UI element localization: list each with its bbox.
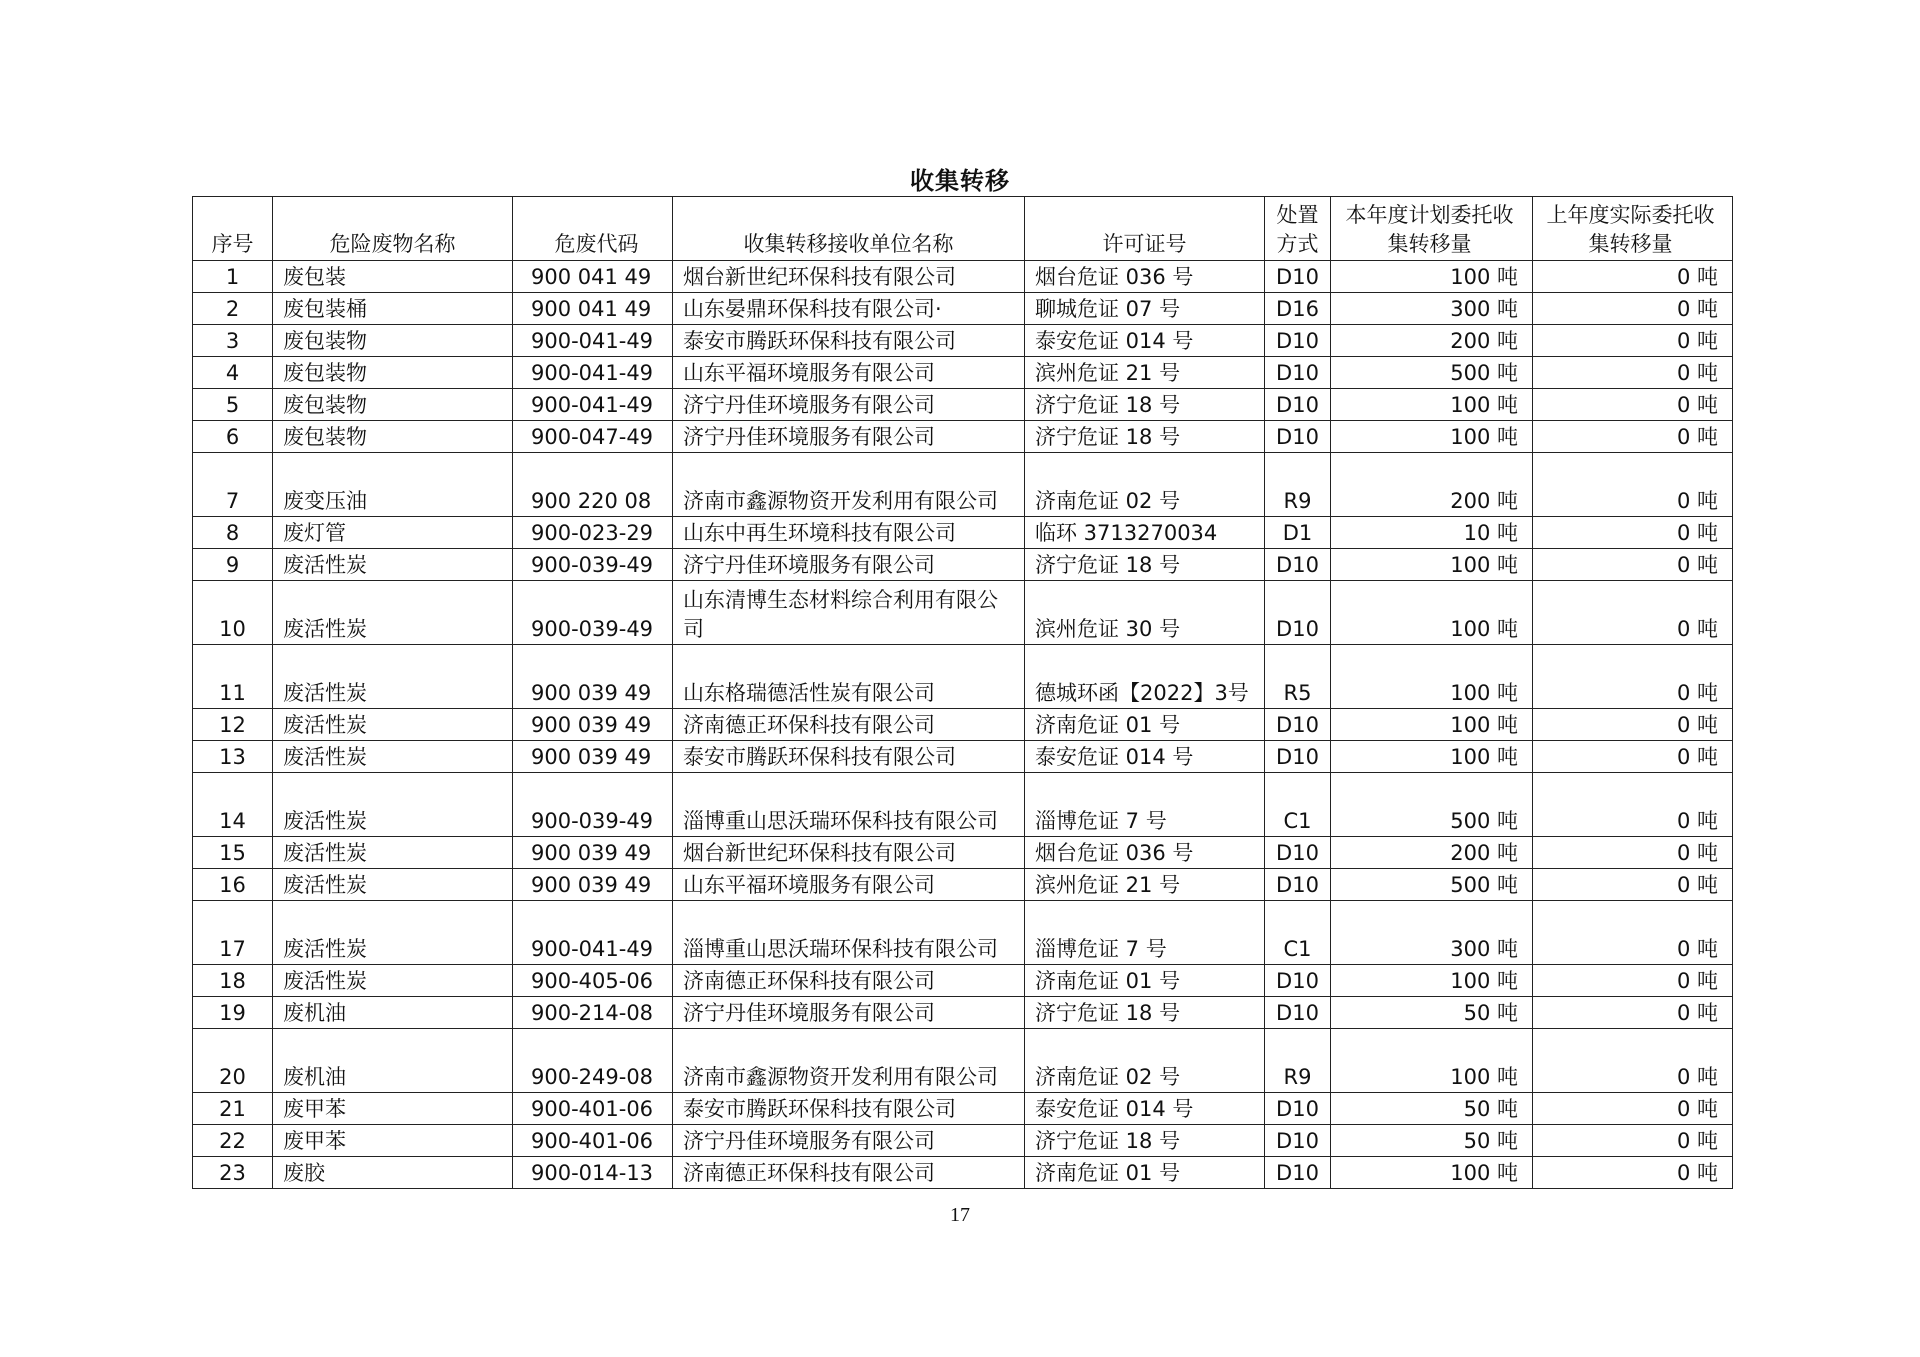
cell-waste-name: 废活性炭 [273,773,513,837]
table-row [193,773,1733,837]
cell-waste-code: 900-041-49 [513,325,673,357]
header-waste-code: 危废代码 [513,197,673,261]
cell-receiving-unit: 烟台新世纪环保科技有限公司 [673,837,1025,869]
cell-no: 5 [193,389,273,421]
cell-plan-amount: 500 吨 [1331,869,1533,901]
cell-no: 18 [193,965,273,997]
cell-waste-name: 废包装物 [273,421,513,453]
cell-no: 14 [193,773,273,837]
cell-method: R5 [1265,645,1331,709]
cell-method: D10 [1265,357,1331,389]
cell-receiving-unit: 济宁丹佳环境服务有限公司 [673,997,1025,1029]
cell-plan-amount: 100 吨 [1331,1029,1533,1093]
cell-receiving-unit: 淄博重山思沃瑞环保科技有限公司 [673,901,1025,965]
cell-waste-name: 废包装桶 [273,293,513,325]
cell-waste-code: 900 039 49 [513,709,673,741]
cell-receiving-unit: 济宁丹佳环境服务有限公司 [673,1125,1025,1157]
cell-waste-name: 废甲苯 [273,1125,513,1157]
cell-waste-name: 废活性炭 [273,581,513,645]
cell-license: 济南危证 01 号 [1025,1157,1265,1189]
cell-receiving-unit: 济南德正环保科技有限公司 [673,1157,1025,1189]
header-license: 许可证号 [1025,197,1265,261]
cell-method: D10 [1265,837,1331,869]
cell-plan-amount: 50 吨 [1331,1125,1533,1157]
cell-last-year-amount: 0 吨 [1533,1125,1733,1157]
cell-receiving-unit: 烟台新世纪环保科技有限公司 [673,261,1025,293]
cell-plan-amount: 100 吨 [1331,1157,1533,1189]
cell-waste-code: 900-401-06 [513,1125,673,1157]
cell-last-year-amount: 0 吨 [1533,901,1733,965]
cell-no: 17 [193,901,273,965]
cell-receiving-unit: 济南市鑫源物资开发利用有限公司 [673,1029,1025,1093]
cell-plan-amount: 500 吨 [1331,773,1533,837]
cell-last-year-amount: 0 吨 [1533,389,1733,421]
cell-plan-amount: 50 吨 [1331,997,1533,1029]
cell-waste-name: 废活性炭 [273,965,513,997]
cell-method: D10 [1265,1125,1331,1157]
cell-last-year-amount: 0 吨 [1533,645,1733,709]
header-no: 序号 [193,197,273,261]
cell-no: 6 [193,421,273,453]
cell-receiving-unit: 济南德正环保科技有限公司 [673,709,1025,741]
cell-last-year-amount: 0 吨 [1533,261,1733,293]
cell-waste-name: 废活性炭 [273,869,513,901]
cell-plan-amount: 10 吨 [1331,517,1533,549]
cell-receiving-unit: 山东平福环境服务有限公司 [673,357,1025,389]
cell-no: 23 [193,1157,273,1189]
cell-waste-code: 900-041-49 [513,389,673,421]
cell-waste-code: 900-039-49 [513,549,673,581]
cell-license: 淄博危证 7 号 [1025,773,1265,837]
cell-license: 滨州危证 21 号 [1025,357,1265,389]
cell-waste-name: 废包装物 [273,389,513,421]
cell-method: C1 [1265,773,1331,837]
cell-receiving-unit: 济南市鑫源物资开发利用有限公司 [673,453,1025,517]
cell-receiving-unit: 泰安市腾跃环保科技有限公司 [673,741,1025,773]
cell-method: D10 [1265,997,1331,1029]
cell-waste-code: 900-014-13 [513,1157,673,1189]
cell-method: D10 [1265,549,1331,581]
cell-no: 11 [193,645,273,709]
cell-receiving-unit: 济宁丹佳环境服务有限公司 [673,549,1025,581]
cell-no: 21 [193,1093,273,1125]
table-row [193,1125,1733,1157]
cell-waste-code: 900-214-08 [513,997,673,1029]
table-row [193,869,1733,901]
cell-no: 7 [193,453,273,517]
cell-no: 4 [193,357,273,389]
cell-last-year-amount: 0 吨 [1533,837,1733,869]
cell-method: D10 [1265,421,1331,453]
cell-license: 聊城危证 07 号 [1025,293,1265,325]
cell-receiving-unit: 山东格瑞德活性炭有限公司 [673,645,1025,709]
cell-license: 滨州危证 30 号 [1025,581,1265,645]
cell-no: 20 [193,1029,273,1093]
cell-waste-code: 900-405-06 [513,965,673,997]
table-body [193,261,1733,1189]
table-row [193,1029,1733,1093]
cell-waste-name: 废包装 [273,261,513,293]
cell-license: 济南危证 01 号 [1025,965,1265,997]
table-row [193,517,1733,549]
cell-last-year-amount: 0 吨 [1533,293,1733,325]
cell-license: 临环 3713270034 [1025,517,1265,549]
table-row [193,549,1733,581]
cell-license: 烟台危证 036 号 [1025,837,1265,869]
cell-waste-name: 废活性炭 [273,741,513,773]
cell-waste-name: 废活性炭 [273,901,513,965]
cell-method: D10 [1265,389,1331,421]
cell-waste-name: 废活性炭 [273,709,513,741]
cell-waste-name: 废变压油 [273,453,513,517]
cell-waste-code: 900 039 49 [513,645,673,709]
cell-last-year-amount: 0 吨 [1533,773,1733,837]
cell-receiving-unit: 泰安市腾跃环保科技有限公司 [673,1093,1025,1125]
cell-plan-amount: 100 吨 [1331,741,1533,773]
cell-plan-amount: 100 吨 [1331,421,1533,453]
table-row [193,421,1733,453]
cell-no: 19 [193,997,273,1029]
cell-receiving-unit: 泰安市腾跃环保科技有限公司 [673,325,1025,357]
table-row [193,997,1733,1029]
table-row [193,389,1733,421]
table-row [193,837,1733,869]
cell-license: 泰安危证 014 号 [1025,741,1265,773]
cell-waste-code: 900 039 49 [513,741,673,773]
cell-method: D10 [1265,965,1331,997]
cell-license: 济南危证 01 号 [1025,709,1265,741]
cell-no: 1 [193,261,273,293]
cell-plan-amount: 200 吨 [1331,837,1533,869]
cell-method: R9 [1265,1029,1331,1093]
table-row [193,453,1733,517]
cell-license: 济宁危证 18 号 [1025,997,1265,1029]
cell-last-year-amount: 0 吨 [1533,741,1733,773]
cell-plan-amount: 100 吨 [1331,965,1533,997]
cell-waste-name: 废活性炭 [273,645,513,709]
table-header-row [193,197,1733,261]
cell-no: 12 [193,709,273,741]
cell-license: 济南危证 02 号 [1025,453,1265,517]
cell-method: D16 [1265,293,1331,325]
cell-no: 10 [193,581,273,645]
cell-method: D1 [1265,517,1331,549]
cell-waste-code: 900 041 49 [513,293,673,325]
cell-no: 9 [193,549,273,581]
cell-last-year-amount: 0 吨 [1533,453,1733,517]
transfer-table [192,196,1733,1189]
cell-receiving-unit: 山东中再生环境科技有限公司 [673,517,1025,549]
cell-no: 3 [193,325,273,357]
cell-receiving-unit: 山东清博生态材料综合利用有限公司 [673,581,1025,645]
header-plan-amount: 本年度计划委托收集转移量 [1331,197,1533,261]
cell-last-year-amount: 0 吨 [1533,965,1733,997]
cell-method: D10 [1265,709,1331,741]
table-row [193,261,1733,293]
cell-last-year-amount: 0 吨 [1533,869,1733,901]
cell-receiving-unit: 济宁丹佳环境服务有限公司 [673,421,1025,453]
cell-method: R9 [1265,453,1331,517]
cell-plan-amount: 200 吨 [1331,453,1533,517]
cell-last-year-amount: 0 吨 [1533,997,1733,1029]
table-row [193,645,1733,709]
cell-method: C1 [1265,901,1331,965]
cell-license: 烟台危证 036 号 [1025,261,1265,293]
table-row [193,965,1733,997]
header-waste-name: 危险废物名称 [273,197,513,261]
cell-waste-code: 900-039-49 [513,581,673,645]
cell-license: 泰安危证 014 号 [1025,1093,1265,1125]
cell-no: 2 [193,293,273,325]
cell-plan-amount: 100 吨 [1331,261,1533,293]
cell-plan-amount: 300 吨 [1331,901,1533,965]
cell-waste-name: 废包装物 [273,325,513,357]
cell-waste-name: 废甲苯 [273,1093,513,1125]
cell-plan-amount: 300 吨 [1331,293,1533,325]
cell-no: 13 [193,741,273,773]
cell-plan-amount: 100 吨 [1331,389,1533,421]
cell-method: D10 [1265,1157,1331,1189]
cell-plan-amount: 50 吨 [1331,1093,1533,1125]
cell-plan-amount: 100 吨 [1331,581,1533,645]
cell-license: 济宁危证 18 号 [1025,1125,1265,1157]
cell-receiving-unit: 淄博重山思沃瑞环保科技有限公司 [673,773,1025,837]
cell-license: 滨州危证 21 号 [1025,869,1265,901]
cell-waste-name: 废灯管 [273,517,513,549]
table-row [193,1157,1733,1189]
cell-method: D10 [1265,741,1331,773]
cell-last-year-amount: 0 吨 [1533,709,1733,741]
cell-plan-amount: 500 吨 [1331,357,1533,389]
cell-receiving-unit: 山东平福环境服务有限公司 [673,869,1025,901]
cell-waste-name: 废机油 [273,1029,513,1093]
cell-waste-code: 900-041-49 [513,357,673,389]
cell-last-year-amount: 0 吨 [1533,325,1733,357]
cell-last-year-amount: 0 吨 [1533,581,1733,645]
cell-waste-code: 900 039 49 [513,869,673,901]
table-row [193,741,1733,773]
cell-last-year-amount: 0 吨 [1533,517,1733,549]
cell-method: D10 [1265,581,1331,645]
page-title: 收集转移 [910,167,1010,195]
table-row [193,357,1733,389]
cell-plan-amount: 200 吨 [1331,325,1533,357]
cell-waste-code: 900-039-49 [513,773,673,837]
cell-last-year-amount: 0 吨 [1533,357,1733,389]
cell-waste-code: 900-401-06 [513,1093,673,1125]
cell-license: 济南危证 02 号 [1025,1029,1265,1093]
cell-method: D10 [1265,869,1331,901]
cell-no: 15 [193,837,273,869]
cell-waste-code: 900 039 49 [513,837,673,869]
table-row [193,293,1733,325]
table-row [193,581,1733,645]
table-row [193,709,1733,741]
table-row [193,1093,1733,1125]
cell-plan-amount: 100 吨 [1331,549,1533,581]
cell-receiving-unit: 山东晏鼎环保科技有限公司· [673,293,1025,325]
cell-last-year-amount: 0 吨 [1533,549,1733,581]
header-last-year-amount: 上年度实际委托收集转移量 [1533,197,1733,261]
cell-waste-code: 900 220 08 [513,453,673,517]
cell-last-year-amount: 0 吨 [1533,1093,1733,1125]
cell-waste-code: 900-023-29 [513,517,673,549]
cell-waste-code: 900-249-08 [513,1029,673,1093]
cell-method: D10 [1265,261,1331,293]
table-row [193,901,1733,965]
cell-method: D10 [1265,1093,1331,1125]
cell-waste-code: 900 041 49 [513,261,673,293]
cell-method: D10 [1265,325,1331,357]
table-row [193,325,1733,357]
cell-license: 济宁危证 18 号 [1025,421,1265,453]
cell-plan-amount: 100 吨 [1331,709,1533,741]
header-receiving-unit: 收集转移接收单位名称 [673,197,1025,261]
cell-waste-name: 废包装物 [273,357,513,389]
cell-last-year-amount: 0 吨 [1533,421,1733,453]
cell-waste-name: 废活性炭 [273,549,513,581]
header-method: 处置方式 [1265,197,1331,261]
cell-plan-amount: 100 吨 [1331,645,1533,709]
cell-last-year-amount: 0 吨 [1533,1157,1733,1189]
cell-receiving-unit: 济南德正环保科技有限公司 [673,965,1025,997]
cell-last-year-amount: 0 吨 [1533,1029,1733,1093]
cell-waste-code: 900-047-49 [513,421,673,453]
cell-waste-name: 废机油 [273,997,513,1029]
cell-license: 泰安危证 014 号 [1025,325,1265,357]
cell-no: 8 [193,517,273,549]
cell-license: 济宁危证 18 号 [1025,389,1265,421]
cell-no: 16 [193,869,273,901]
cell-receiving-unit: 济宁丹佳环境服务有限公司 [673,389,1025,421]
cell-waste-code: 900-041-49 [513,901,673,965]
cell-license: 淄博危证 7 号 [1025,901,1265,965]
cell-waste-name: 废胶 [273,1157,513,1189]
page-number: 17 [950,1204,970,1226]
transfer-table-container [192,196,1733,1189]
cell-no: 22 [193,1125,273,1157]
cell-waste-name: 废活性炭 [273,837,513,869]
cell-license: 德城环函【2022】3号 [1025,645,1265,709]
cell-license: 济宁危证 18 号 [1025,549,1265,581]
